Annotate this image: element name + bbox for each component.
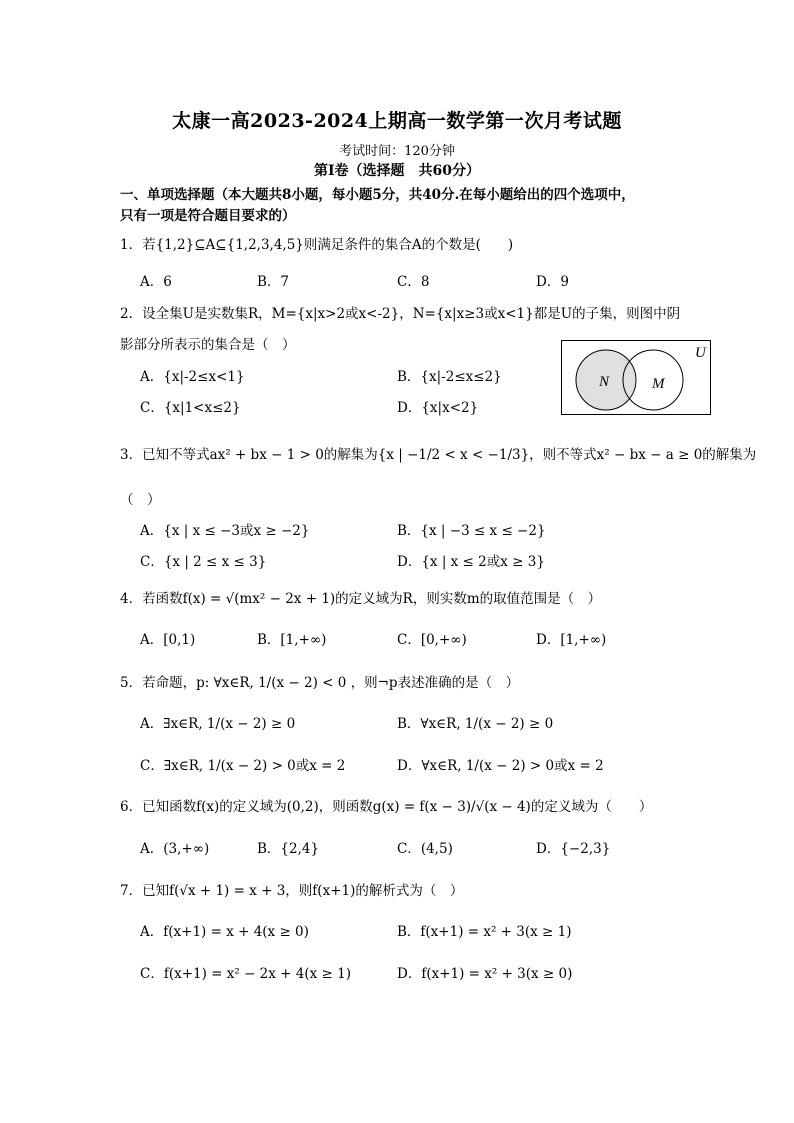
q6-option-a: A．(3,+∞) <box>140 841 210 857</box>
question-6-stem: 6．已知函数f(x)的定义域为(0,2)，则函数g(x) = f(x − 3)/√(x − 4)的定义域为（ ） <box>120 799 653 815</box>
q4-option-c: C．[0,+∞) <box>397 632 467 648</box>
q7-option-b: B．f(x+1) = x² + 3(x ≥ 1) <box>397 924 572 940</box>
question-5-stem: 5．若命题，p: ∀x∈R, 1/(x − 2) < 0 ，则¬p表述准确的是（ ） <box>120 675 520 691</box>
q2-option-c: C．{x|1<x≤2} <box>140 400 241 416</box>
q2-option-d: D．{x|x<2} <box>397 400 479 416</box>
q7-option-a: A．f(x+1) = x + 4(x ≥ 0) <box>140 924 309 940</box>
venn-label-n: N <box>599 374 610 390</box>
venn-label-m: M <box>652 376 665 392</box>
q5-option-a: A．∃x∈R, 1/(x − 2) ≥ 0 <box>140 716 296 732</box>
q3-option-d: D．{x | x ≤ 2或x ≥ 3} <box>397 554 545 570</box>
q1-option-a: A．6 <box>140 274 172 290</box>
q7-option-d: D．f(x+1) = x² + 3(x ≥ 0) <box>397 966 573 982</box>
q4-option-d: D．[1,+∞) <box>536 632 607 648</box>
question-2-stem-cont: 影部分所表示的集合是（ ） <box>120 337 296 353</box>
q1-option-d: D．9 <box>536 274 569 290</box>
q4-option-a: A．[0,1) <box>140 632 196 648</box>
page-title: 太康一高2023-2024上期高一数学第一次月考试题 <box>172 110 622 132</box>
q7-option-c: C．f(x+1) = x² − 2x + 4(x ≥ 1) <box>140 966 352 982</box>
q1-option-b: B．7 <box>257 274 290 290</box>
q5-option-b: B．∀x∈R, 1/(x − 2) ≥ 0 <box>397 716 554 732</box>
venn-label-u: U <box>695 345 706 361</box>
q6-option-c: C．(4,5) <box>397 841 453 857</box>
part-title: 第Ⅰ卷（选择题 共60分） <box>313 163 481 179</box>
question-3-stem-cont: （ ） <box>120 492 161 508</box>
q4-option-b: B．[1,+∞) <box>257 632 327 648</box>
q5-option-c: C．∃x∈R, 1/(x − 2) > 0或x = 2 <box>140 758 346 774</box>
q2-option-b: B．{x|-2≤x≤2} <box>397 369 502 385</box>
venn-diagram <box>561 340 711 415</box>
question-4-stem: 4．若函数f(x) = √(mx² − 2x + 1)的定义域为R，则实数m的取值范围是（ ） <box>120 591 602 607</box>
q3-option-b: B．{x | −3 ≤ x ≤ −2} <box>397 523 546 539</box>
exam-time: 考试时间：120分钟 <box>339 144 455 159</box>
section-heading-cont: 只有一项是符合题目要求的） <box>120 208 296 224</box>
q3-option-a: A．{x | x ≤ −3或x ≥ −2} <box>140 523 310 539</box>
question-7-stem: 7．已知f(√x + 1) = x + 3，则f(x+1)的解析式为（ ） <box>120 883 464 899</box>
section-heading: 一、单项选择题（本大题共8小题，每小题5分，共40分.在每小题给出的四个选项中， <box>120 187 635 203</box>
q3-option-c: C．{x | 2 ≤ x ≤ 3} <box>140 554 267 570</box>
q6-option-b: B．{2,4} <box>257 841 320 857</box>
q5-option-d: D．∀x∈R, 1/(x − 2) > 0或x = 2 <box>397 758 604 774</box>
q2-option-a: A．{x|-2≤x<1} <box>140 369 245 385</box>
q6-option-d: D．{−2,3} <box>536 841 611 857</box>
question-3-stem: 3．已知不等式ax² + bx − 1 > 0的解集为{x | −1/2 < x < −1/3}，则不等式x² − bx − a ≥ 0的解集为 <box>120 447 757 463</box>
q1-option-c: C．8 <box>397 274 430 290</box>
question-2-stem: 2．设全集U是实数集R，M={x|x>2或x<-2}，N={x|x≥3或x<1}都是U的子集，则图中阴 <box>120 306 681 322</box>
question-1-stem: 1．若{1,2}⊆A⊆{1,2,3,4,5}则满足条件的集合A的个数是( ) <box>120 237 514 253</box>
